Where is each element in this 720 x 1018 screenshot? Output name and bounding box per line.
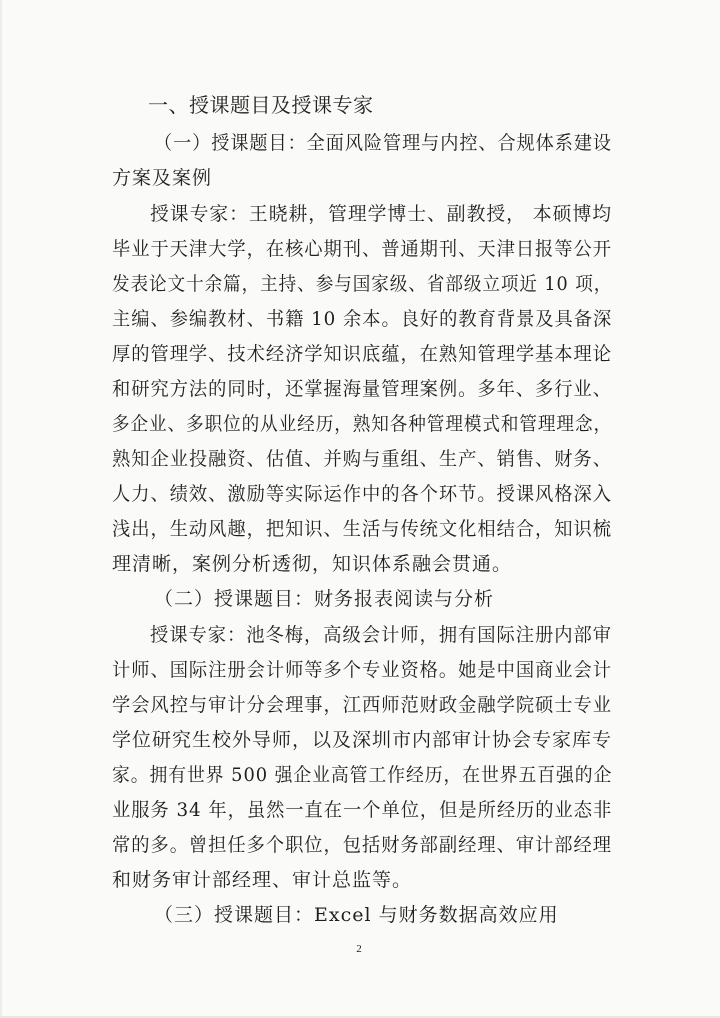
topic-1-title-line: 方案及案例 xyxy=(112,167,213,189)
expert-2-paragraph-line: 学会风控与审计分会理事，江西师范财政金融学院硕士专业 xyxy=(112,694,612,716)
expert-1-paragraph-line: 主编、参编教材、书籍 10 余本。良好的教育背景及具备深 xyxy=(112,308,613,330)
expert-1-paragraph-line: 人力、绩效、激励等实际运作中的各个环节。授课风格深入 xyxy=(112,483,612,505)
scan-edge xyxy=(0,0,3,1018)
topic-2-title-line: （二）授课题目：财务报表阅读与分析 xyxy=(154,588,495,610)
expert-1-paragraph-line: 和研究方法的同时，还掌握海量管理案例。多年、多行业、 xyxy=(112,378,612,400)
expert-2-paragraph-line: 学位研究生校外导师，以及深圳市内部审计协会专家库专 xyxy=(112,729,613,751)
expert-1-paragraph-line: 多企业、多职位的从业经历，熟知各种管理模式和管理理念， xyxy=(112,413,613,435)
expert-1-paragraph-line: 厚的管理学、技术经济学知识底蕴，在熟知管理学基本理论 xyxy=(112,343,612,365)
topic-1-title-line: （一）授课题目：全面风险管理与内控、合规体系建设 xyxy=(154,132,613,154)
expert-1-paragraph-line: 理清晰，案例分析透彻，知识体系融会贯通。 xyxy=(112,553,513,575)
expert-2-paragraph-line: 常的多。曾担任多个职位，包括财务部副经理、审计部经理 xyxy=(112,834,612,856)
expert-1-paragraph-line: 熟知企业投融资、估值、并购与重组、生产、销售、财务、 xyxy=(112,448,612,470)
expert-1-paragraph-line: 浅出，生动风趣，把知识、生活与传统文化相结合，知识梳 xyxy=(112,518,612,540)
page-number: 2 xyxy=(356,943,362,955)
topic-3-title-line: （三）授课题目：Excel 与财务数据高效应用 xyxy=(154,904,559,926)
expert-1-paragraph-line: 授课专家：王晓耕，管理学博士、副教授， 本硕博均 xyxy=(150,203,613,225)
expert-2-paragraph-line: 家。拥有世界 500 强企业高管工作经历，在世界五百强的企 xyxy=(112,764,613,786)
expert-2-paragraph-line: 业服务 34 年，虽然一直在一个单位，但是所经历的业态非 xyxy=(112,799,613,821)
expert-1-paragraph-line: 发表论文十余篇，主持、参与国家级、省部级立项近 10 项， xyxy=(112,273,613,295)
expert-2-paragraph-line: 和财务审计部经理、审计总监等。 xyxy=(112,869,413,891)
expert-2-paragraph-line: 授课专家：池冬梅，高级会计师，拥有国际注册内部审 xyxy=(150,624,613,646)
expert-2-paragraph-line: 计师、国际注册会计师等多个专业资格。她是中国商业会计 xyxy=(112,659,612,681)
section-heading: 一、授课题目及授课专家 xyxy=(148,93,374,117)
expert-1-paragraph-line: 毕业于天津大学，在核心期刊、普通期刊、天津日报等公开 xyxy=(112,238,612,260)
